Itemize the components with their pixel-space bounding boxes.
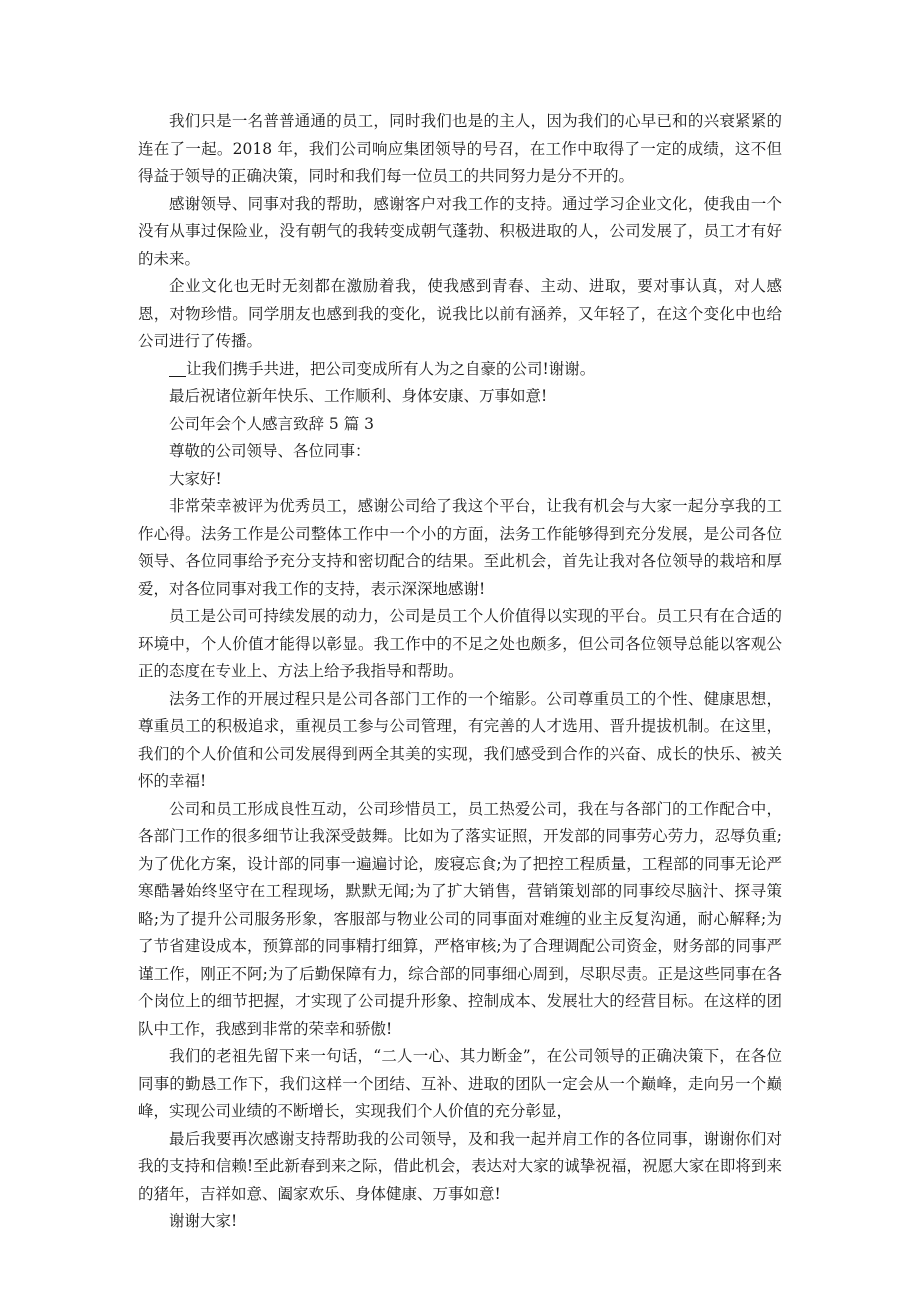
paragraph-12: 公司和员工形成良性互动，公司珍惜员工，员工热爱公司，我在与各部门的工作配合中，各部门工作的很多细节让我深受鼓舞。比如为了落实证照，开发部的同事劳心劳力，忍辱负重;为了优化方案，设计部的同事一遍遍讨论，废寝忘食;为了把控工程质量，工程部的同事无论严寒酷暑始终坚守在工程现场，默默无闻;为了扩大销售，营销策划部的同事绞尽脑汁、探寻策略;为了提升公司服务形象，客服部与物业公司的同事面对难缠的业主反复沟通，耐心解释;为了节省建设成本，预算部的同事精打细算，严格审核;为了合理调配公司资金，财务部的同事严谨工作，刚正不阿;为了后勤保障有力，综合部的同事细心周到，尽职尽责。正是这些同事在各个岗位上的细节把握，才实现了公司提升形象、控制成本、发展壮大的经营目标。在这样的团队中工作，我感到非常的荣幸和骄傲! (138, 799, 782, 1038)
paragraph-1: 我们只是一名普普通通的员工，同时我们也是的主人，因为我们的心早已和的兴衰紧紧的连在了一起。2018 年，我们公司响应集团领导的号召，在工作中取得了一定的成绩，这不但得益于领导的正确决策，同时和我们每一位员工的共同努力是分不开的。 (138, 112, 782, 185)
closing-wish: 最后祝诸位新年快乐、工作顺利、身体安康、万事如意! (169, 387, 548, 405)
greeting: 大家好! (169, 469, 222, 488)
paragraph-9: 非常荣幸被评为优秀员工，感谢公司给了我这个平台，让我有机会与大家一起分享我的工作心得。法务工作是公司整体工作中一个小的方面，法务工作能够得到充分发展，是公司各位领导、各位同事给予充分支持和密切配合的结果。至此机会，首先让我对各位领导的栽培和厚爱，对各位同事对我工作的支持，表示深深地感谢! (138, 497, 782, 598)
blank-underline (169, 360, 186, 377)
paragraph-4-text: 让我们携手共进，把公司变成所有人为之自豪的公司!谢谢。 (186, 359, 596, 378)
paragraph-3: 企业文化也无时无刻都在激励着我，使我感到青春、主动、进取，要对事认真，对人感恩，对物珍惜。同学朋友也感到我的变化，说我比以前有涵养，又年轻了，在这个变化中也给公司进行了传播。 (138, 277, 782, 350)
paragraph-10: 员工是公司可持续发展的动力，公司是员工个人价值得以实现的平台。员工只有在合适的环境中，个人价值才能得以彰显。我工作中的不足之处也颇多，但公司各位领导总能以客观公正的态度在专业上、方法上给予我指导和帮助。 (138, 607, 782, 680)
paragraph-14: 最后我要再次感谢支持帮助我的公司领导，及和我一起并肩工作的各位同事，谢谢你们对我的支持和信赖!至此新春到来之际，借此机会，表达对大家的诚挚祝福，祝愿大家在即将到来的猪年，吉祥如意、阖家欢乐、身体健康、万事如意! (138, 1129, 782, 1203)
salutation: 尊敬的公司领导、各位同事： (169, 442, 371, 460)
paragraph-2: 感谢领导、同事对我的帮助，感谢客户对我工作的支持。通过学习企业文化，使我由一个没有从事过保险业，没有朝气的我转变成朝气蓬勃、积极进取的人，公司发展了，员工才有好的未来。 (138, 194, 782, 268)
paragraph-13: 我们的老祖先留下来一句话，“二人一心、其力断金”，在公司领导的正确决策下，在各位同事的勤恳工作下，我们这样一个团结、互补、进取的团队一定会从一个巅峰，走向另一个巅峰，实现公司业绩的不断增长，实现我们个人价值的充分彰显， (138, 1047, 782, 1120)
closing-thanks: 谢谢大家! (169, 1212, 238, 1230)
section-heading: 公司年会个人感言致辞 5 篇 3 (169, 414, 375, 433)
paragraph-4 (138, 356, 782, 384)
paragraph-11: 法务工作的开展过程只是公司各部门工作的一个缩影。公司尊重员工的个性、健康思想，尊重员工的积极追求，重视员工参与公司管理，有完善的人才选用、晋升提拔机制。在这里，我们的个人价值和公司发展得到两全其美的实现，我们感受到合作的兴奋、成长的快乐、被关怀的幸福! (138, 689, 782, 790)
document-page (138, 108, 782, 1236)
